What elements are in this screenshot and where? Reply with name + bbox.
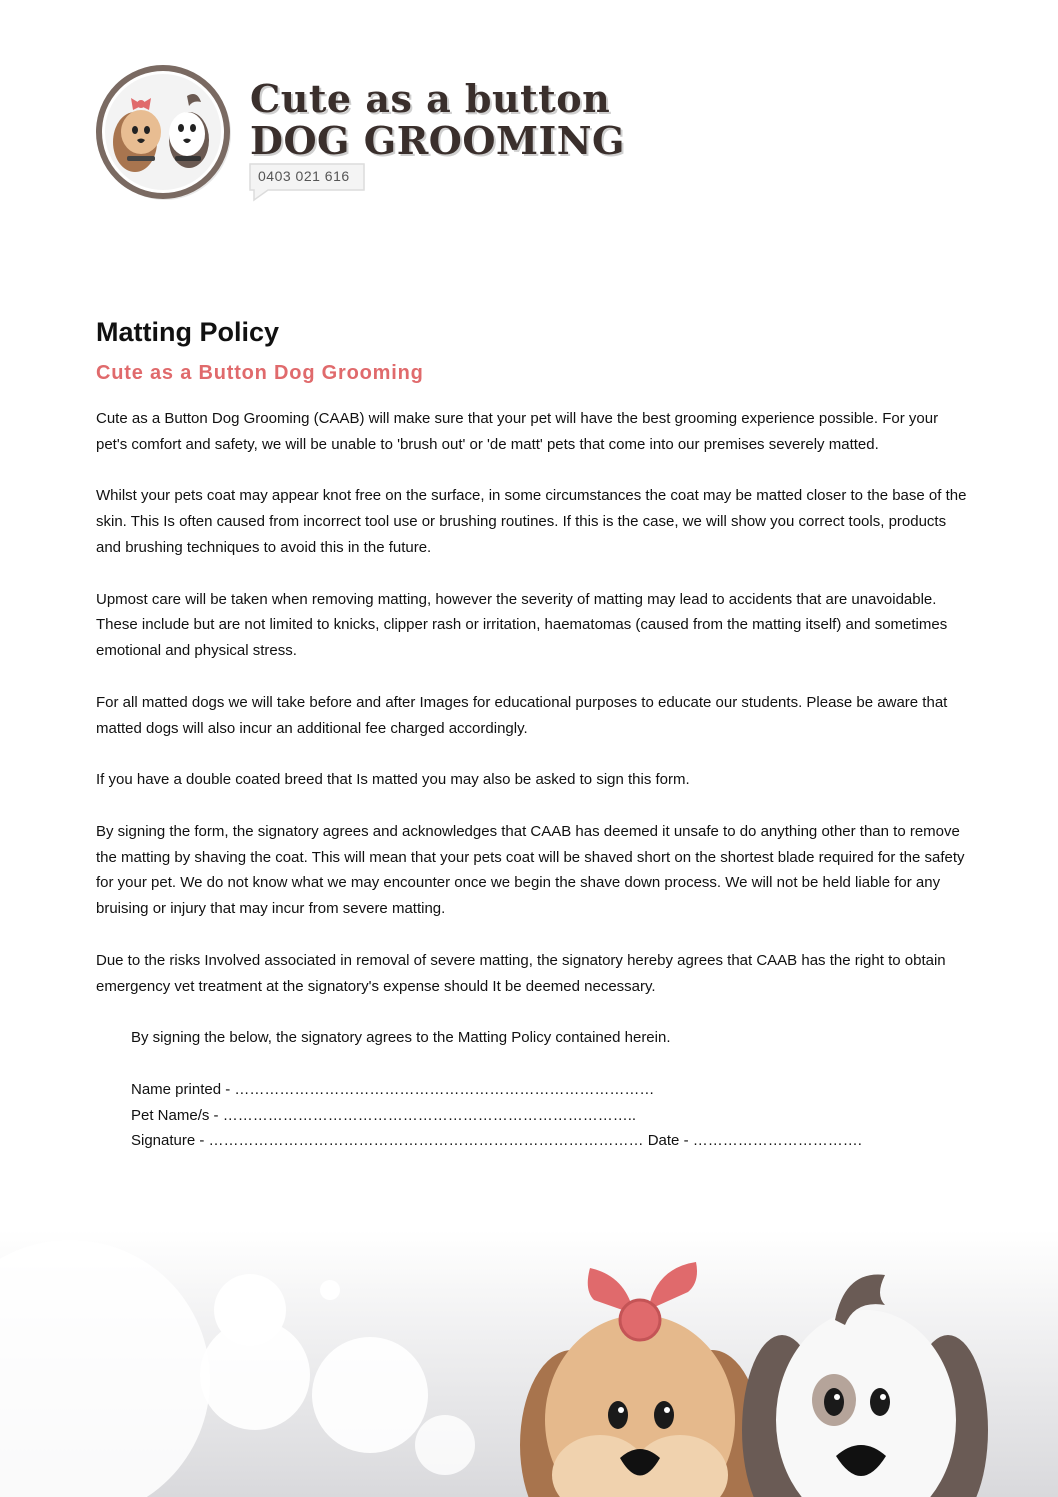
dogs-badge-icon (95, 62, 235, 202)
bubble-decoration (320, 1280, 340, 1300)
brand-name-line2: DOG GROOMING (250, 118, 625, 163)
pet-names-field[interactable]: Pet Name/s - ……………………………………………………………………….. (131, 1106, 637, 1124)
signature-section (96, 1025, 968, 1154)
paragraph: If you have a double coated breed that Is matted you may also be asked to sign this form. (96, 771, 690, 789)
paragraph: Upmost care will be taken when removing matting, however the severity of matting may lead to accidents that are unavoidable. These include but are not limited to knicks, clipper rash or irritation, haematomas (caused from the matting itself) and sometimes emotional and physical stress. (96, 590, 948, 660)
bubble-decoration (415, 1415, 475, 1475)
paragraph: Cute as a Button Dog Grooming (CAAB) will make sure that your pet will have the best grooming experience possible. For your pet's comfort and safety, we will be unable to 'brush out' or 'de matt' pets that come into our premises severely matted. (96, 410, 939, 453)
footer-dogs-illustration (0, 1230, 1058, 1497)
phone-number: 0403 021 616 (258, 168, 350, 184)
policy-body (96, 406, 968, 1154)
paragraph: For all matted dogs we will take before and after Images for educational purposes to educate our students. Please be aware that matted dogs will also incur an additional fee charged accordingly. (96, 693, 948, 737)
name-printed-field[interactable]: Name printed - ………………………………………………………………………… (131, 1080, 655, 1098)
paragraph: Due to the risks Involved associated in removal of severe matting, the signatory hereby agrees that CAAB has the right to obtain emergency vet treatment at the signatory's expense should It be deemed necessary. (96, 951, 946, 995)
paragraph: Whilst your pets coat may appear knot free on the surface, in some circumstances the coat may be matted closer to the base of the skin. This Is often caused from incorrect tool use or brushing routines. If this is the case, we will show you correct tools, products and brushing techniques to avoid this in the future. (96, 487, 967, 556)
signature-field[interactable]: Signature - …………………………………………………………………………… (131, 1132, 644, 1150)
brand-name-line1: Cute as a button (250, 76, 611, 121)
brand-logo (95, 62, 625, 212)
page-subtitle: Cute as a Button Dog Grooming (96, 362, 424, 384)
phone-bubble (248, 162, 368, 202)
signature-date-row (131, 1128, 968, 1154)
bubble-decoration (312, 1337, 428, 1453)
page-title: Matting Policy (96, 317, 280, 347)
bubble-decoration (200, 1320, 310, 1430)
agreement-statement: By signing the below, the signatory agrees to the Matting Policy contained herein. (131, 1029, 671, 1047)
date-field[interactable]: Date - ……………………………. (647, 1132, 862, 1150)
paragraph: By signing the form, the signatory agrees and acknowledges that CAAB has deemed it unsafe to do anything other than to remove the matting by shaving the coat. This will mean that your pets coat will be shaved short on the shortest blade required for the safety for your pet. We do not know what we may encounter once we begin the shave down process. We will not be held liable for any bruising or injury that may incur from severe matting. (96, 822, 965, 918)
